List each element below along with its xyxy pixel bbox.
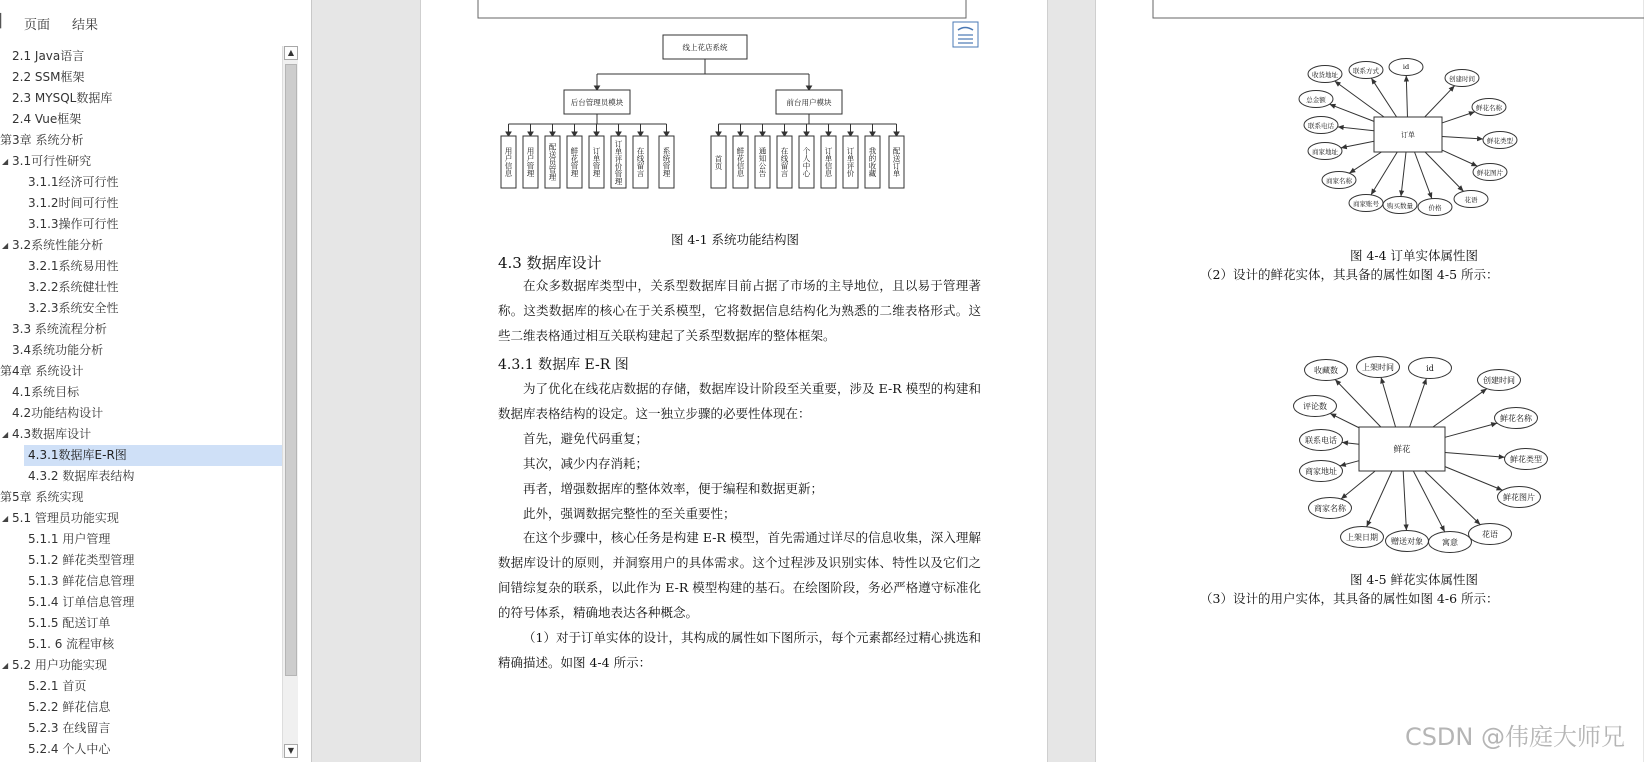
nav-heading-label: 2.2 SSM框架 (12, 70, 85, 84)
structure-leaf-label: 首页 (714, 154, 723, 170)
collapse-triangle-icon[interactable]: ◢ (2, 241, 9, 250)
watermark: CSDN @伟庭大师兄 (1404, 723, 1625, 751)
nav-heading-item[interactable] (0, 88, 282, 109)
document-page-2 (1095, 0, 1643, 762)
nav-heading-label: 第4章 系统设计 (0, 364, 84, 378)
nav-heading-item[interactable] (0, 487, 282, 508)
nav-heading-label: 3.2系统性能分析 (12, 238, 104, 252)
structure-leaf-label: 个人中心 (802, 147, 811, 177)
er-attribute-label: 联系电话 (1308, 121, 1334, 130)
nav-heading-item[interactable] (0, 676, 282, 697)
document-page-1 (420, 0, 1048, 762)
document-area (313, 0, 1643, 762)
er-attribute-label: 价格 (1428, 203, 1442, 212)
er-attribute-label: 联系方式 (1353, 66, 1379, 75)
nav-heading-item[interactable] (0, 550, 282, 571)
nav-heading-item[interactable] (0, 697, 282, 718)
arrow-head (1404, 75, 1409, 81)
er-relation-line (1341, 471, 1375, 499)
heading-4-3: 4.3 数据库设计 (498, 254, 602, 272)
er-relation-line (1381, 377, 1396, 427)
structure-leaf-label: 配送员管理 (548, 143, 557, 181)
structure-leaf-label: 用户信息 (504, 147, 513, 177)
nav-heading-label: 2.1 Java语言 (12, 49, 85, 63)
nav-heading-label: 3.1.1经济可行性 (28, 175, 119, 189)
er-relation-line (1425, 152, 1463, 191)
nav-heading-label: 3.1.2时间可行性 (28, 196, 119, 210)
nav-heading-item[interactable] (0, 193, 282, 214)
paragraph-er-process: 在这个步骤中，核心任务是构建 E-R 模型，首先需通过详尽的信息收集，深入理解数据库设计的原则，并洞察用户的具体需求。这个过程涉及识别实体、特性以及它们之间错综复杂的联系，以此作为 E-R 模型构建的基石。在绘图阶段，务必严格遵守标准化的符号体系，精确地表达各种概念。 (498, 530, 981, 620)
nav-heading-label: 5.1. 6 流程审核 (28, 637, 115, 651)
nav-heading-item[interactable] (0, 256, 282, 277)
er-attribute-label: 鲜花图片 (1503, 492, 1535, 502)
er-attribute-label: 总金额 (1306, 95, 1326, 104)
nav-heading-label: 3.4系统功能分析 (12, 343, 104, 357)
nav-heading-item[interactable] (0, 109, 282, 130)
nav-heading-item[interactable] (0, 424, 282, 445)
nav-heading-label: 5.1.2 鲜花类型管理 (28, 553, 135, 567)
structure-admin-label: 后台管理员模块 (570, 97, 624, 107)
er-attribute-label: 收藏数 (1314, 365, 1338, 375)
nav-heading-label: 5.2.1 首页 (28, 679, 87, 693)
er-relation-line (1445, 467, 1503, 491)
nav-heading-item[interactable] (0, 613, 282, 634)
paragraph-flower-entity: （2）设计的鲜花实体，其具备的属性如图 4-5 所示： (1200, 267, 1499, 282)
nav-heading-label: 3.1.3操作可行性 (28, 217, 119, 231)
er-attribute-label: 收货地址 (1312, 70, 1338, 79)
nav-heading-label: 5.1 管理员功能实现 (12, 511, 119, 525)
nav-heading-item[interactable] (0, 634, 282, 655)
arrow-head (1371, 78, 1376, 84)
nav-heading-label: 3.2.2系统健壮性 (28, 280, 119, 294)
nav-heading-item[interactable] (0, 319, 282, 340)
nav-heading-label: 4.3.2 数据库表结构 (28, 469, 135, 483)
nav-heading-label: 3.2.3系统安全性 (28, 301, 119, 315)
er-attribute-label: 购买数量 (1387, 201, 1413, 210)
nav-heading-label: 5.2 用户功能实现 (12, 658, 107, 672)
arrow-head (1338, 125, 1344, 130)
collapse-triangle-icon[interactable]: ◢ (2, 661, 9, 670)
tab-results[interactable]: 结果 (72, 18, 99, 33)
nav-heading-label: 5.1.4 订单信息管理 (28, 595, 135, 609)
nav-heading-item[interactable] (0, 130, 282, 151)
nav-heading-label: 2.4 Vue框架 (12, 112, 82, 126)
er-attribute-label: 花语 (1464, 195, 1478, 204)
nav-heading-item[interactable] (0, 403, 282, 424)
nav-heading-item[interactable] (0, 340, 282, 361)
er-entity-label: 订单 (1401, 130, 1415, 139)
er-attribute-label: 商家名称 (1314, 503, 1346, 513)
nav-heading-label: 3.1可行性研究 (12, 154, 92, 168)
er-attribute-label: id (1402, 63, 1410, 71)
er-attribute-label: id (1426, 363, 1434, 373)
er-attribute-label: 商家账号 (1353, 199, 1379, 208)
er-attribute-label: 联系电话 (1305, 435, 1337, 445)
er-attribute-label: 鲜花类型 (1510, 454, 1542, 464)
er-attribute-label: 赠送对象 (1391, 536, 1423, 546)
paragraph-4-3: 在众多数据库类型中，关系型数据库目前占据了市场的主导地位，且以易于管理著称。这类数据库的核心在于关系模型，它将数据信息结构化为熟悉的二维表格形式。这些二维表格通过相互关联构建起了关系型数据库的整体框架。 (498, 278, 981, 343)
nav-heading-item[interactable] (24, 445, 282, 466)
er-relation-line (1367, 471, 1392, 527)
arrow-head (1342, 440, 1348, 445)
er-attribute-label: 鲜花类型 (1487, 136, 1513, 145)
nav-heading-label: 4.3数据库设计 (12, 427, 92, 441)
navigation-pane (0, 0, 312, 762)
er-attribute-label: 鲜花图片 (1477, 168, 1503, 177)
er-relation-line (1371, 78, 1396, 117)
heading-list (0, 46, 282, 762)
er-relation-line (1425, 86, 1455, 117)
er-relation-line (1401, 152, 1406, 197)
er-attribute-label: 上架日期 (1346, 532, 1378, 542)
er-attribute-label: 商家名称 (1326, 176, 1352, 185)
nav-heading-item[interactable] (0, 739, 282, 760)
structure-leaf-label: 我的收藏 (868, 147, 877, 177)
er-relation-line (1433, 389, 1487, 427)
er-attribute-label: 花语 (1482, 529, 1498, 539)
nav-heading-label: 4.2功能结构设计 (12, 406, 104, 420)
nav-heading-label: 3.3 系统流程分析 (12, 322, 107, 336)
nav-heading-item[interactable] (0, 298, 282, 319)
er-relation-line (1445, 423, 1497, 437)
list-item: 首先，避免代码重复； (523, 431, 649, 446)
page2-graphics (1096, 0, 1644, 762)
nav-heading-item[interactable] (0, 214, 282, 235)
nav-heading-item[interactable] (0, 592, 282, 613)
structure-leaf-label: 订单管理 (592, 147, 601, 177)
scroll-thumb[interactable] (285, 64, 297, 676)
er-attribute-label: 创建时间 (1483, 375, 1515, 385)
nav-heading-label: 5.2.2 鲜花信息 (28, 700, 111, 714)
nav-heading-item[interactable] (0, 361, 282, 382)
nav-tabs (0, 0, 312, 44)
nav-heading-item[interactable] (0, 67, 282, 88)
figure-4-4-caption: 图 4-4 订单实体属性图 (1349, 248, 1479, 263)
tab-headings-partial[interactable]: ▏ (0, 14, 10, 29)
structure-leaf-label: 在线留言 (636, 147, 645, 177)
structure-user-label: 前台用户模块 (786, 97, 832, 107)
structure-leaf-label: 配送订单 (892, 147, 901, 177)
er-attribute-label: 商家地址 (1312, 147, 1338, 156)
nav-heading-item[interactable] (0, 382, 282, 403)
nav-heading-item[interactable] (0, 277, 282, 298)
structure-leaf-label: 订单评价 (846, 147, 855, 177)
er-attribute-label: 鲜花名称 (1476, 103, 1502, 112)
collapse-triangle-icon[interactable]: ◢ (2, 514, 9, 523)
figure-4-1-caption: 图 4-1 系统功能结构图 (670, 232, 800, 247)
collapse-triangle-icon[interactable]: ◢ (2, 430, 9, 439)
er-relation-line (1371, 152, 1397, 195)
nav-heading-label: 第5章 系统实现 (0, 490, 84, 504)
collapse-triangle-icon[interactable]: ◢ (2, 157, 9, 166)
heading-4-3-1: 4.3.1 数据库 E-R 图 (498, 357, 629, 373)
nav-heading-label: 5.1.3 鲜花信息管理 (28, 574, 135, 588)
figure-4-5-caption: 图 4-5 鲜花实体属性图 (1349, 572, 1479, 587)
nav-heading-label: 2.3 MYSQL数据库 (12, 91, 113, 105)
er-attribute-label: 创建时间 (1449, 74, 1475, 83)
er-attribute-label: 寓意 (1442, 537, 1458, 547)
nav-heading-item[interactable] (0, 655, 282, 676)
list-item: 此外，强调数据完整性的至关重要性； (523, 506, 736, 521)
structure-leaf-label: 订单信息 (824, 147, 833, 177)
scroll-down-button[interactable]: ▼ (284, 744, 298, 758)
nav-heading-item[interactable] (0, 466, 282, 487)
nav-heading-label: 5.2.3 在线留言 (28, 721, 111, 735)
nav-heading-item[interactable] (0, 151, 282, 172)
nav-heading-item[interactable] (0, 46, 282, 67)
er-relation-line (1406, 75, 1407, 117)
nav-heading-item[interactable] (0, 571, 282, 592)
nav-heading-label: 第3章 系统分析 (0, 133, 84, 147)
nav-scrollbar[interactable] (282, 46, 298, 758)
er-relation-line (1410, 378, 1427, 427)
er-attribute-label: 商家地址 (1305, 466, 1337, 476)
structure-leaf-label: 用户管理 (526, 147, 535, 177)
nav-heading-item[interactable] (0, 172, 282, 193)
nav-heading-item[interactable] (0, 508, 282, 529)
er-relation-line (1403, 471, 1406, 531)
nav-heading-label: 3.2.1系统易用性 (28, 259, 119, 273)
structure-root-label: 线上花店系统 (682, 42, 728, 52)
paragraph-user-entity: （3）设计的用户实体，其具备的属性如图 4-6 所示： (1200, 591, 1499, 606)
er-relation-line (1413, 471, 1444, 532)
nav-heading-label: 4.1系统目标 (12, 385, 80, 399)
structure-leaf-label: 鲜花信息 (736, 147, 745, 177)
layout-options-icon[interactable] (953, 22, 978, 47)
nav-heading-label: 5.1.5 配送订单 (28, 616, 111, 630)
arrow-head (1380, 377, 1385, 383)
er-relation-line (1425, 471, 1481, 525)
er-entity-label: 鲜花 (1393, 445, 1411, 455)
nav-heading-label: 5.1.1 用户管理 (28, 532, 111, 546)
er-relation-line (1445, 452, 1505, 457)
structure-leaf-label: 在线留言 (780, 147, 789, 177)
list-item: 再者，增强数据库的整体效率，便于编程和数据更新； (523, 481, 824, 496)
list-item: 其次，减少内存消耗； (523, 456, 649, 471)
structure-leaf-label: 订单评价管理 (614, 139, 623, 185)
nav-heading-item[interactable] (0, 235, 282, 256)
arrow-head (1422, 378, 1427, 385)
er-attribute-label: 鲜花名称 (1500, 413, 1532, 423)
structure-leaf-label: 鲜花管理 (570, 147, 579, 177)
er-attribute-label: 评论数 (1303, 401, 1327, 411)
er-attribute-label: 上架时间 (1362, 362, 1394, 372)
nav-heading-item[interactable] (0, 718, 282, 739)
structure-leaf-label: 系统管理 (662, 147, 671, 177)
nav-heading-label: 4.3.1数据库E-R图 (28, 448, 127, 462)
er-relation-line (1415, 152, 1432, 199)
nav-heading-label: 5.2.4 个人中心 (28, 742, 111, 756)
tab-pages[interactable]: 页面 (24, 18, 51, 33)
paragraph-er-intro: 为了优化在线花店数据的存储，数据库设计阶段至关重要，涉及 E-R 模型的构建和数据库表格结构的设定。这一独立步骤的必要性体现在： (498, 381, 981, 421)
er-relation-line (1442, 137, 1483, 139)
nav-heading-item[interactable] (0, 529, 282, 550)
paragraph-order-entity: （1）对于订单实体的设计，其构成的属性如下图所示，每个元素都经过精心挑选和精确描述。如图 4-4 所示： (498, 630, 981, 670)
structure-leaf-label: 通知公告 (758, 147, 767, 177)
scroll-up-button[interactable]: ▲ (284, 46, 298, 60)
